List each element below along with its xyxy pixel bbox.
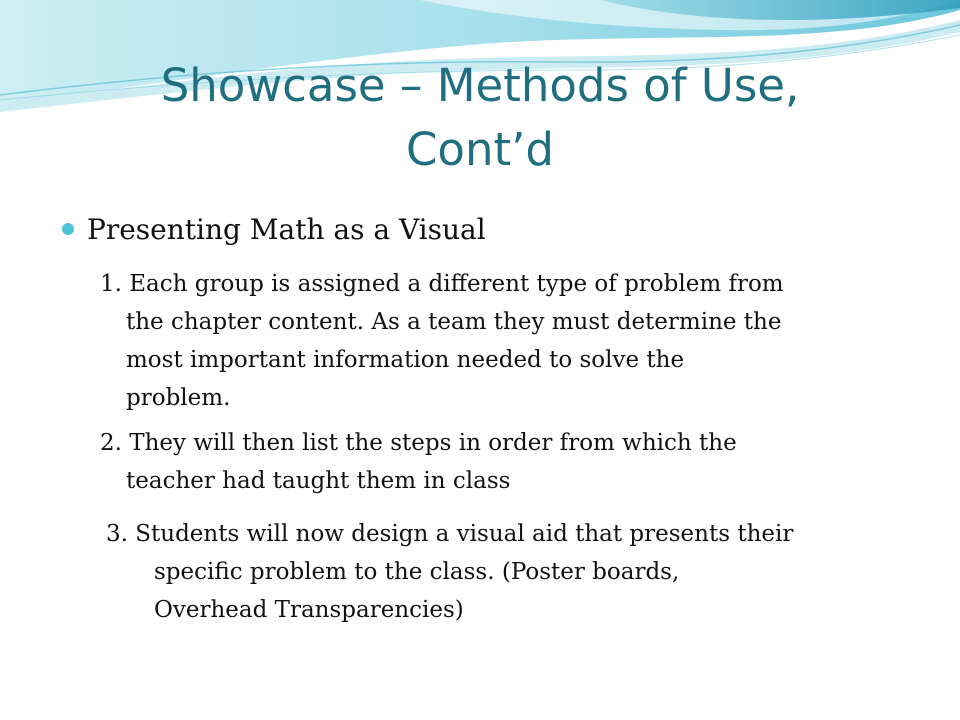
title-line-2: Cont’d [406,123,554,176]
list-item-3 [106,515,793,629]
main-bullet [62,211,922,251]
list-item-line: Overhead Transparencies) [154,597,464,623]
bullet-dot-icon [62,223,74,235]
bullet-text: Presenting Math as a Visual [87,213,486,246]
list-item-line: problem. [126,385,231,411]
list-item-line: 2. They will then list the steps in order from which the [100,430,737,456]
slide-title [0,54,960,182]
list-item-line: most important information needed to solve the [126,347,685,373]
list-item-line: 1. Each group is assigned a different type of problem from [100,271,784,297]
title-line-1: Showcase – Methods of Use, [160,59,800,112]
list-item-1 [100,265,784,417]
list-item-line: 3. Students will now design a visual aid that presents their [106,521,794,547]
list-item-2 [100,424,737,500]
list-item-line: teacher had taught them in class [126,468,511,494]
list-item-line: specific problem to the class. (Poster boards, [154,559,680,585]
list-item-line: the chapter content. As a team they must determine the [126,309,782,335]
